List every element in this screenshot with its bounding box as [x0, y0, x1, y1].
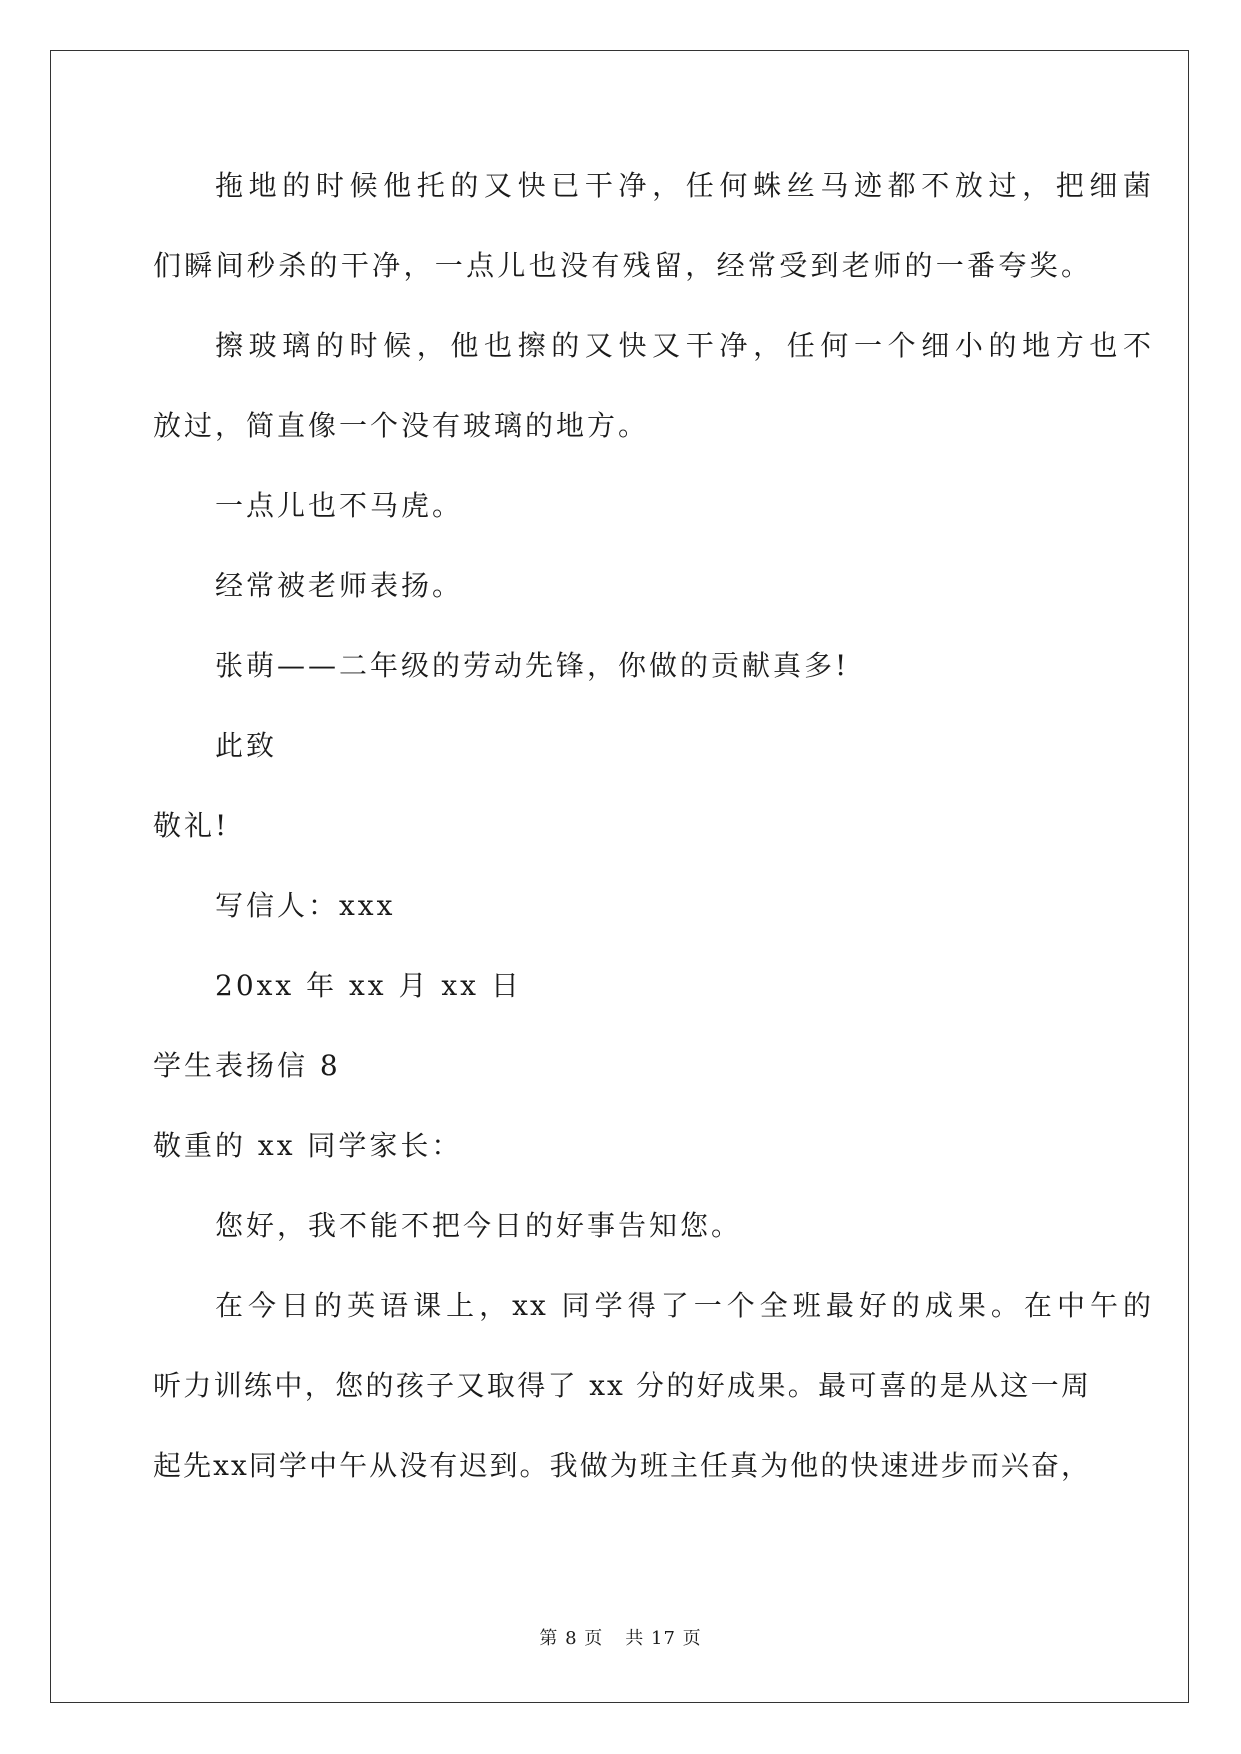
page-total: 共 17 页 [625, 1628, 702, 1649]
paragraph-line: 经常被老师表扬。 [215, 569, 464, 602]
paragraph-line: 您好，我不能不把今日的好事告知您。 [215, 1209, 743, 1242]
page-footer [0, 1627, 1241, 1651]
paragraph-line: 擦玻璃的时候，他也擦的又快又干净，任何一个细小的地方也不 [215, 329, 1153, 362]
paragraph-line: 一点儿也不马虎。 [215, 489, 464, 522]
document-body [153, 166, 1153, 1526]
paragraph-line: 放过，简直像一个没有玻璃的地方。 [153, 409, 650, 442]
letter-date: 20xx 年 xx 月 xx 日 [215, 969, 522, 1002]
paragraph-line: 张萌——二年级的劳动先锋，你做的贡献真多! [215, 649, 850, 682]
closing-salutation: 此致 [215, 729, 278, 762]
letter-author: 写信人：xxx [215, 889, 396, 922]
page-number: 第 8 页 [539, 1628, 604, 1649]
paragraph-line: 听力训练中，您的孩子又取得了 xx 分的好成果。最可喜的是从这一周 [153, 1369, 1091, 1402]
letter-greeting: 敬重的 xx 同学家长： [153, 1129, 463, 1162]
closing-regards: 敬礼! [153, 809, 230, 842]
section-title: 学生表扬信 8 [153, 1049, 341, 1082]
paragraph-line: 起先xx同学中午从没有迟到。我做为班主任真为他的快速进步而兴奋， [153, 1449, 1091, 1482]
paragraph-line: 在今日的英语课上，xx 同学得了一个全班最好的成果。在中午的 [215, 1289, 1153, 1322]
paragraph-line: 拖地的时候他托的又快已干净，任何蛛丝马迹都不放过，把细菌 [215, 169, 1153, 202]
paragraph-line: 们瞬间秒杀的干净，一点儿也没有残留，经常受到老师的一番夸奖。 [153, 249, 1091, 282]
